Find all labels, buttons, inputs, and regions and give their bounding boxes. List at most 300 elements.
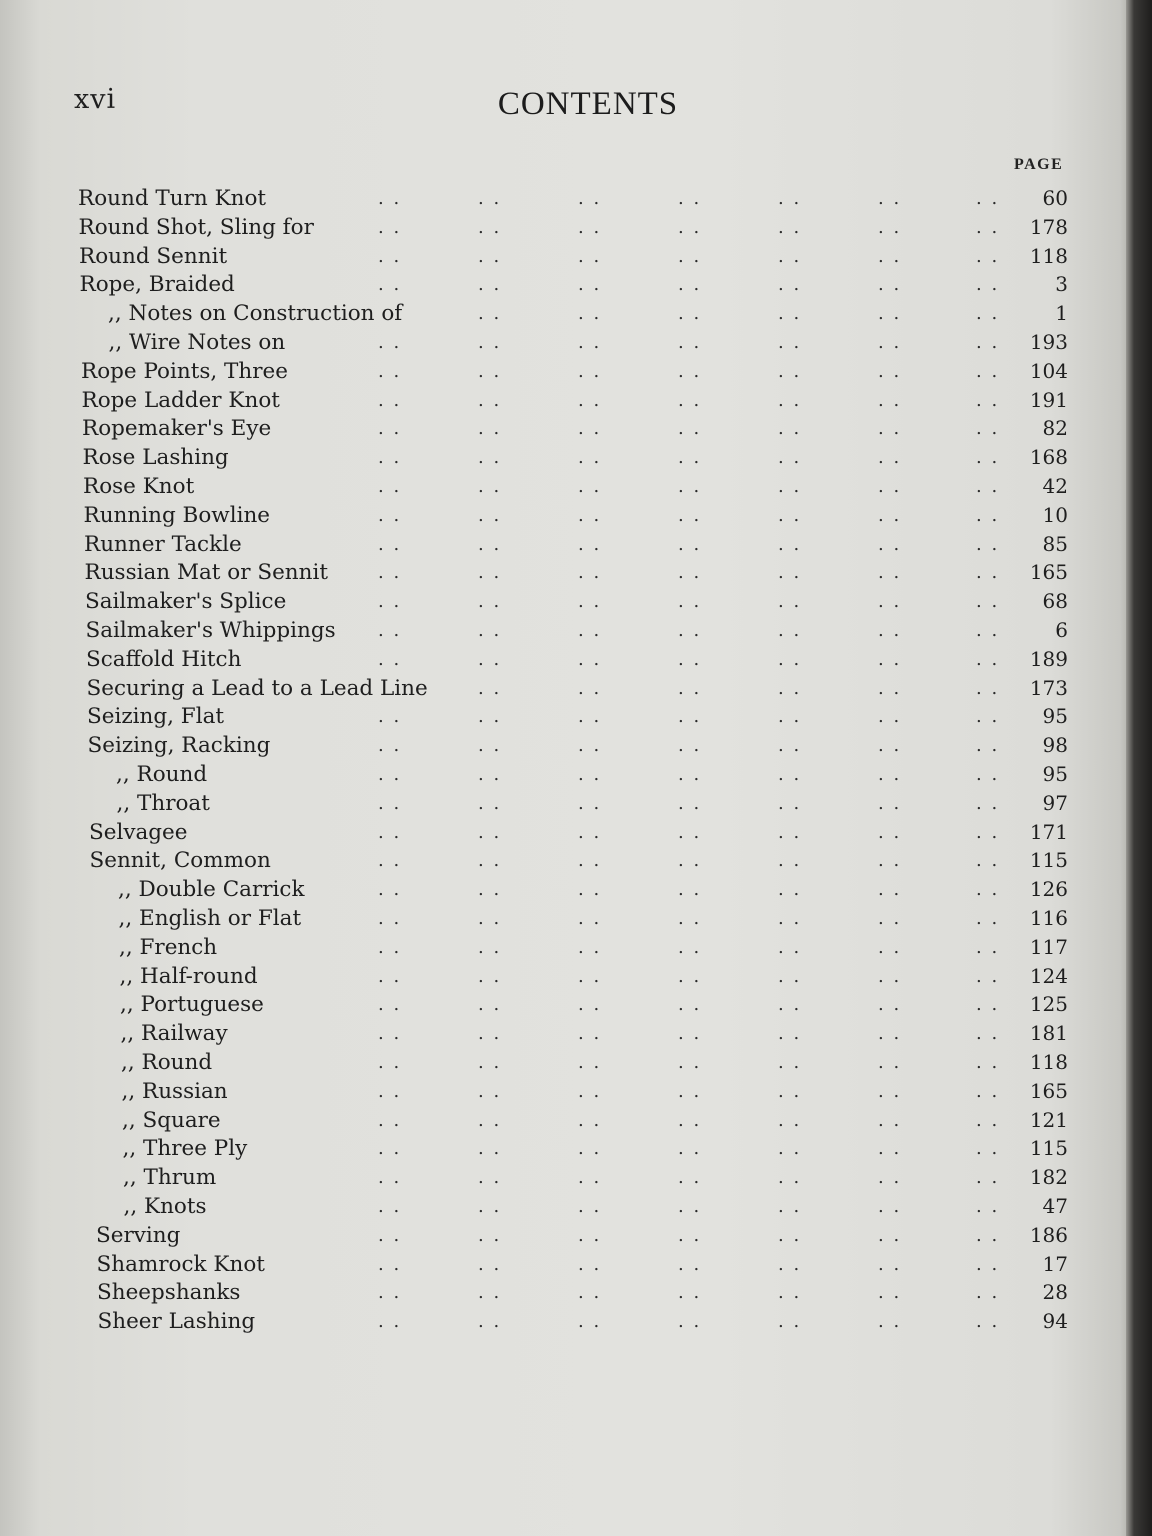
entry-page-number: 97 xyxy=(1042,790,1068,815)
dot-leader: . . xyxy=(778,908,802,929)
dot-leader: . . xyxy=(578,936,602,958)
entry-page-number: 17 xyxy=(1042,1251,1068,1276)
dot-leader: . . xyxy=(678,216,702,238)
dot-leader: . . xyxy=(778,1196,802,1217)
dot-leader: . . xyxy=(478,188,502,209)
entry-page-number: 118 xyxy=(1029,243,1068,268)
dot-leader: . . xyxy=(578,735,602,757)
dot-leader: . . xyxy=(976,706,1000,728)
dot-leader: . . xyxy=(778,216,802,238)
dot-leader: . . xyxy=(578,504,602,526)
dot-leader: . . xyxy=(378,562,402,584)
dot-leader: . . xyxy=(578,792,602,814)
contents-entry xyxy=(0,530,1152,559)
entry-page-number: 28 xyxy=(1042,1280,1068,1305)
dot-leader: . . xyxy=(478,447,502,469)
dot-leader: . . xyxy=(378,188,402,209)
dot-leader: . . xyxy=(878,850,902,872)
dot-leader: . . xyxy=(378,1253,402,1275)
dot-leader: . . xyxy=(578,274,602,296)
dot-leader: . . xyxy=(578,1138,602,1160)
contents-entry xyxy=(0,1278,1152,1307)
dot-leader: . . xyxy=(378,1138,402,1160)
dot-leader: . . xyxy=(976,303,1000,325)
dot-leader: . . xyxy=(678,1167,702,1189)
dot-leader: . . xyxy=(578,620,602,641)
dot-leader: . . xyxy=(678,735,702,757)
dot-leader: . . xyxy=(878,965,902,987)
entry-title: Ropemaker's Eye xyxy=(82,416,272,442)
contents-entry xyxy=(0,386,1152,415)
dot-leader: . . xyxy=(478,1167,502,1189)
contents-entry xyxy=(0,760,1152,789)
dot-leader: . . xyxy=(478,1138,502,1160)
contents-entry xyxy=(0,1192,1152,1221)
contents-entry xyxy=(0,1163,1152,1192)
dot-leader: . . xyxy=(378,447,402,469)
dot-leader: . . xyxy=(478,476,502,497)
dot-leader: . . xyxy=(578,562,602,584)
dot-leader: . . xyxy=(578,303,602,325)
dot-leader: . . xyxy=(478,620,502,641)
dot-leader: . . xyxy=(878,1023,902,1045)
dot-leader: . . xyxy=(678,562,702,584)
dot-leader: . . xyxy=(478,821,502,843)
dot-leader: . . xyxy=(976,1282,1000,1304)
dot-leader: . . xyxy=(778,360,802,382)
entry-page-number: 173 xyxy=(1029,675,1068,700)
dot-leader: . . xyxy=(778,332,802,353)
dot-leader: . . xyxy=(478,706,502,728)
dot-leader: . . xyxy=(778,504,802,526)
dot-leader: . . xyxy=(976,504,1000,526)
entry-title: Sailmaker's Splice xyxy=(85,589,287,615)
dot-leader: . . xyxy=(778,389,802,411)
dot-leader: . . xyxy=(976,850,1000,872)
dot-leader: . . xyxy=(976,908,1000,929)
dot-leader: . . xyxy=(378,245,402,267)
dot-leader: . . xyxy=(976,735,1000,757)
dot-leader: . . xyxy=(778,735,802,757)
entry-page-number: 42 xyxy=(1042,474,1068,498)
dot-leader: . . xyxy=(478,274,502,296)
dot-leader: . . xyxy=(976,332,1000,353)
contents-entry xyxy=(0,904,1152,933)
dot-leader: . . xyxy=(478,332,502,353)
dot-leader: . . xyxy=(378,360,402,382)
dot-leader: . . xyxy=(878,562,902,584)
dot-leader: . . xyxy=(378,1080,402,1102)
dot-leader: . . xyxy=(478,764,502,785)
dot-leader: . . xyxy=(878,1109,902,1131)
dot-leader: . . xyxy=(378,821,402,843)
dot-leader: . . xyxy=(778,1138,802,1160)
dot-leader: . . xyxy=(478,418,502,440)
dot-leader: . . xyxy=(378,648,402,670)
dot-leader: . . xyxy=(976,1196,1000,1217)
dot-leader: . . xyxy=(878,1167,902,1189)
dot-leader: . . xyxy=(678,1109,702,1131)
dot-leader: . . xyxy=(976,1138,1000,1160)
dot-leader: . . xyxy=(678,764,702,785)
entry-title: Russian Mat or Sennit xyxy=(84,560,329,586)
entry-page-number: 121 xyxy=(1029,1107,1068,1132)
dot-leader: . . xyxy=(678,879,702,901)
dot-leader: . . xyxy=(478,677,502,699)
dot-leader: . . xyxy=(678,908,702,929)
dot-leader: . . xyxy=(478,245,502,267)
dot-leader: . . xyxy=(578,879,602,901)
entry-title: ,, Three Ply xyxy=(122,1136,248,1162)
dot-leader: . . xyxy=(878,677,902,699)
dot-leader: . . xyxy=(878,706,902,728)
contents-entry xyxy=(0,1250,1152,1279)
dot-leader: . . xyxy=(478,1080,502,1102)
page-number: xvi xyxy=(74,84,117,115)
dot-leader: . . xyxy=(878,1253,902,1275)
dot-leader: . . xyxy=(378,418,402,440)
dot-leader: . . xyxy=(678,1311,702,1333)
dot-leader: . . xyxy=(976,1052,1000,1073)
dot-leader: . . xyxy=(378,476,402,497)
dot-leader: . . xyxy=(778,1167,802,1189)
dot-leader: . . xyxy=(478,792,502,814)
dot-leader: . . xyxy=(578,332,602,353)
contents-entry xyxy=(0,414,1152,443)
dot-leader: . . xyxy=(378,504,402,526)
dot-leader: . . xyxy=(478,850,502,872)
dot-leader: . . xyxy=(378,620,402,641)
entry-page-number: 82 xyxy=(1042,416,1068,441)
dot-leader: . . xyxy=(778,1311,802,1333)
dot-leader: . . xyxy=(878,879,902,901)
page-column-header: PAGE xyxy=(1014,156,1064,173)
dot-leader: . . xyxy=(678,1282,702,1304)
entry-title: ,, Russian xyxy=(121,1078,228,1104)
dot-leader: . . xyxy=(878,332,902,353)
entry-page-number: 118 xyxy=(1029,1050,1068,1074)
dot-leader: . . xyxy=(678,360,702,382)
dot-leader: . . xyxy=(578,965,602,987)
dot-leader: . . xyxy=(678,677,702,699)
entry-title: ,, Round xyxy=(116,762,208,787)
dot-leader: . . xyxy=(478,908,502,929)
dot-leader: . . xyxy=(678,1052,702,1073)
dot-leader: . . xyxy=(678,1138,702,1160)
dot-leader: . . xyxy=(778,620,802,641)
dot-leader: . . xyxy=(778,591,802,613)
entry-title: Sheer Lashing xyxy=(97,1309,256,1335)
entry-title: Round Turn Knot xyxy=(78,186,267,211)
dot-leader: . . xyxy=(878,1138,902,1160)
entry-page-number: 115 xyxy=(1029,1136,1068,1161)
entry-page-number: 168 xyxy=(1029,445,1068,470)
entry-title: ,, Half-round xyxy=(119,963,258,989)
entry-page-number: 178 xyxy=(1029,214,1068,239)
dot-leader: . . xyxy=(578,245,602,267)
dot-leader: . . xyxy=(678,1224,702,1246)
dot-leader: . . xyxy=(778,1282,802,1304)
dot-leader: . . xyxy=(976,533,1000,555)
entry-title: Sennit, Common xyxy=(89,848,271,874)
dot-leader: . . xyxy=(578,1052,602,1073)
entry-page-number: 104 xyxy=(1029,358,1068,383)
dot-leader: . . xyxy=(578,360,602,382)
dot-leader: . . xyxy=(976,1109,1000,1131)
dot-leader: . . xyxy=(678,620,702,641)
entry-title: ,, Throat xyxy=(116,790,210,816)
entry-title: Securing a Lead to a Lead Line xyxy=(86,675,428,701)
dot-leader: . . xyxy=(878,792,902,814)
dot-leader: . . xyxy=(976,1167,1000,1189)
dot-leader: . . xyxy=(478,879,502,901)
dot-leader: . . xyxy=(478,504,502,526)
entry-page-number: 124 xyxy=(1029,963,1068,988)
entry-page-number: 126 xyxy=(1029,877,1068,902)
dot-leader: . . xyxy=(976,936,1000,958)
dot-leader: . . xyxy=(778,677,802,699)
dot-leader: . . xyxy=(976,274,1000,296)
entry-title: Sailmaker's Whippings xyxy=(85,618,336,643)
entry-page-number: 193 xyxy=(1029,330,1068,354)
dot-leader: . . xyxy=(578,908,602,929)
dot-leader: . . xyxy=(878,620,902,641)
contents-entry xyxy=(0,616,1152,645)
contents-entry xyxy=(0,789,1152,818)
entry-page-number: 125 xyxy=(1029,992,1068,1017)
dot-leader: . . xyxy=(378,994,402,1016)
entry-page-number: 95 xyxy=(1042,704,1068,729)
dot-leader: . . xyxy=(678,965,702,987)
dot-leader: . . xyxy=(578,1282,602,1304)
dot-leader: . . xyxy=(578,1253,602,1275)
entry-title: ,, French xyxy=(119,934,218,960)
dot-leader: . . xyxy=(378,1052,402,1073)
dot-leader: . . xyxy=(778,1080,802,1102)
dot-leader: . . xyxy=(378,706,402,728)
dot-leader: . . xyxy=(778,418,802,440)
dot-leader: . . xyxy=(378,908,402,929)
dot-leader: . . xyxy=(578,1311,602,1333)
entry-title: Rope Ladder Knot xyxy=(81,387,280,413)
dot-leader: . . xyxy=(378,591,402,613)
contents-entry xyxy=(0,443,1152,472)
dot-leader: . . xyxy=(778,648,802,670)
dot-leader: . . xyxy=(378,850,402,872)
dot-leader: . . xyxy=(778,1109,802,1131)
dot-leader: . . xyxy=(478,1253,502,1275)
contents-entry xyxy=(0,933,1152,962)
dot-leader: . . xyxy=(778,936,802,958)
entry-title: Running Bowline xyxy=(83,502,271,528)
dot-leader: . . xyxy=(578,418,602,440)
dot-leader: . . xyxy=(578,850,602,872)
dot-leader: . . xyxy=(778,274,802,296)
dot-leader: . . xyxy=(578,1196,602,1217)
entry-page-number: 6 xyxy=(1055,618,1068,642)
entry-page-number: 3 xyxy=(1055,272,1068,297)
dot-leader: . . xyxy=(976,792,1000,814)
contents-entry xyxy=(0,357,1152,386)
dot-leader: . . xyxy=(878,245,902,267)
dot-leader: . . xyxy=(378,735,402,757)
dot-leader: . . xyxy=(976,562,1000,584)
entry-title: ,, Portuguese xyxy=(120,992,264,1018)
contents-entry xyxy=(0,184,1152,213)
dot-leader: . . xyxy=(678,476,702,497)
dot-leader: . . xyxy=(378,1167,402,1189)
dot-leader: . . xyxy=(678,1080,702,1102)
entry-page-number: 85 xyxy=(1042,531,1068,556)
entry-title: Serving xyxy=(96,1222,181,1248)
entry-title: Sheepshanks xyxy=(97,1280,241,1306)
dot-leader: . . xyxy=(478,1311,502,1333)
entry-title: Round Sennit xyxy=(79,243,228,269)
dot-leader: . . xyxy=(478,965,502,987)
dot-leader: . . xyxy=(778,1224,802,1246)
dot-leader: . . xyxy=(478,1196,502,1217)
dot-leader: . . xyxy=(778,994,802,1016)
dot-leader: . . xyxy=(678,303,702,325)
dot-leader: . . xyxy=(878,764,902,785)
dot-leader: . . xyxy=(578,1080,602,1102)
entry-page-number: 165 xyxy=(1029,1078,1068,1103)
dot-leader: . . xyxy=(878,648,902,670)
dot-leader: . . xyxy=(378,332,402,353)
dot-leader: . . xyxy=(678,648,702,670)
dot-leader: . . xyxy=(678,1023,702,1045)
dot-leader: . . xyxy=(878,591,902,613)
entry-title: Runner Tackle xyxy=(84,531,242,557)
entry-title: ,, Railway xyxy=(120,1021,228,1047)
dot-leader: . . xyxy=(378,216,402,238)
dot-leader: . . xyxy=(378,1109,402,1131)
dot-leader: . . xyxy=(478,562,502,584)
dot-leader: . . xyxy=(678,389,702,411)
contents-entry xyxy=(0,328,1152,357)
dot-leader: . . xyxy=(478,1282,502,1304)
entry-title: ,, Thrum xyxy=(123,1165,217,1191)
dot-leader: . . xyxy=(478,1224,502,1246)
dot-leader: . . xyxy=(976,821,1000,843)
dot-leader: . . xyxy=(578,533,602,555)
dot-leader: . . xyxy=(976,360,1000,382)
contents-entry xyxy=(0,702,1152,731)
dot-leader: . . xyxy=(478,303,502,325)
dot-leader: . . xyxy=(678,821,702,843)
dot-leader: . . xyxy=(878,188,902,209)
dot-leader: . . xyxy=(378,764,402,785)
dot-leader: . . xyxy=(976,648,1000,670)
dot-leader: . . xyxy=(378,792,402,814)
dot-leader: . . xyxy=(478,648,502,670)
dot-leader: . . xyxy=(578,648,602,670)
dot-leader: . . xyxy=(878,1196,902,1217)
dot-leader: . . xyxy=(578,706,602,728)
contents-entry xyxy=(0,875,1152,904)
dot-leader: . . xyxy=(678,447,702,469)
dot-leader: . . xyxy=(678,936,702,958)
entry-page-number: 68 xyxy=(1042,589,1068,614)
entry-page-number: 165 xyxy=(1029,560,1068,585)
contents-entry xyxy=(0,472,1152,501)
dot-leader: . . xyxy=(778,821,802,843)
entry-title: Scaffold Hitch xyxy=(86,646,242,672)
dot-leader: . . xyxy=(678,332,702,353)
dot-leader: . . xyxy=(878,735,902,757)
dot-leader: . . xyxy=(976,188,1000,209)
entry-title: ,, Square xyxy=(122,1107,221,1133)
dot-leader: . . xyxy=(378,389,402,411)
dot-leader: . . xyxy=(778,879,802,901)
contents-entry xyxy=(0,731,1152,760)
dot-leader: . . xyxy=(976,389,1000,411)
dot-leader: . . xyxy=(878,274,902,296)
dot-leader: . . xyxy=(976,965,1000,987)
dot-leader: . . xyxy=(878,504,902,526)
contents-entry xyxy=(0,1106,1152,1135)
entry-title: Seizing, Flat xyxy=(87,704,225,730)
entry-page-number: 10 xyxy=(1042,502,1068,527)
contents-entry xyxy=(0,501,1152,530)
dot-leader: . . xyxy=(878,908,902,929)
entry-title: ,, Notes on Construction of xyxy=(108,301,403,327)
contents-entry xyxy=(0,558,1152,587)
dot-leader: . . xyxy=(378,1023,402,1045)
dot-leader: . . xyxy=(878,418,902,440)
dot-leader: . . xyxy=(678,1196,702,1217)
dot-leader: . . xyxy=(778,447,802,469)
entry-title: Shamrock Knot xyxy=(96,1251,265,1277)
dot-leader: . . xyxy=(678,792,702,814)
entry-page-number: 171 xyxy=(1029,819,1068,844)
contents-entry xyxy=(0,818,1152,847)
entry-page-number: 186 xyxy=(1029,1222,1068,1247)
entry-page-number: 181 xyxy=(1029,1021,1068,1046)
dot-leader: . . xyxy=(778,1253,802,1275)
dot-leader: . . xyxy=(878,1282,902,1304)
dot-leader: . . xyxy=(778,850,802,872)
dot-leader: . . xyxy=(878,821,902,843)
dot-leader: . . xyxy=(678,245,702,267)
dot-leader: . . xyxy=(976,447,1000,469)
dot-leader: . . xyxy=(778,965,802,987)
dot-leader: . . xyxy=(878,533,902,555)
entry-title: ,, English or Flat xyxy=(118,906,302,931)
dot-leader: . . xyxy=(976,1080,1000,1102)
dot-leader: . . xyxy=(378,533,402,555)
entry-title: Rose Knot xyxy=(83,474,195,499)
contents-entry xyxy=(0,846,1152,875)
dot-leader: . . xyxy=(478,994,502,1016)
dot-leader: . . xyxy=(578,188,602,209)
dot-leader: . . xyxy=(878,389,902,411)
dot-leader: . . xyxy=(378,879,402,901)
dot-leader: . . xyxy=(976,1253,1000,1275)
contents-entry xyxy=(0,213,1152,242)
dot-leader: . . xyxy=(878,1311,902,1333)
dot-leader: . . xyxy=(478,216,502,238)
dot-leader: . . xyxy=(578,1167,602,1189)
dot-leader: . . xyxy=(578,476,602,497)
dot-leader: . . xyxy=(778,476,802,497)
dot-leader: . . xyxy=(976,879,1000,901)
entry-title: Selvagee xyxy=(89,819,188,845)
entry-page-number: 47 xyxy=(1042,1194,1068,1218)
dot-leader: . . xyxy=(478,360,502,382)
dot-leader: . . xyxy=(478,389,502,411)
dot-leader: . . xyxy=(778,533,802,555)
